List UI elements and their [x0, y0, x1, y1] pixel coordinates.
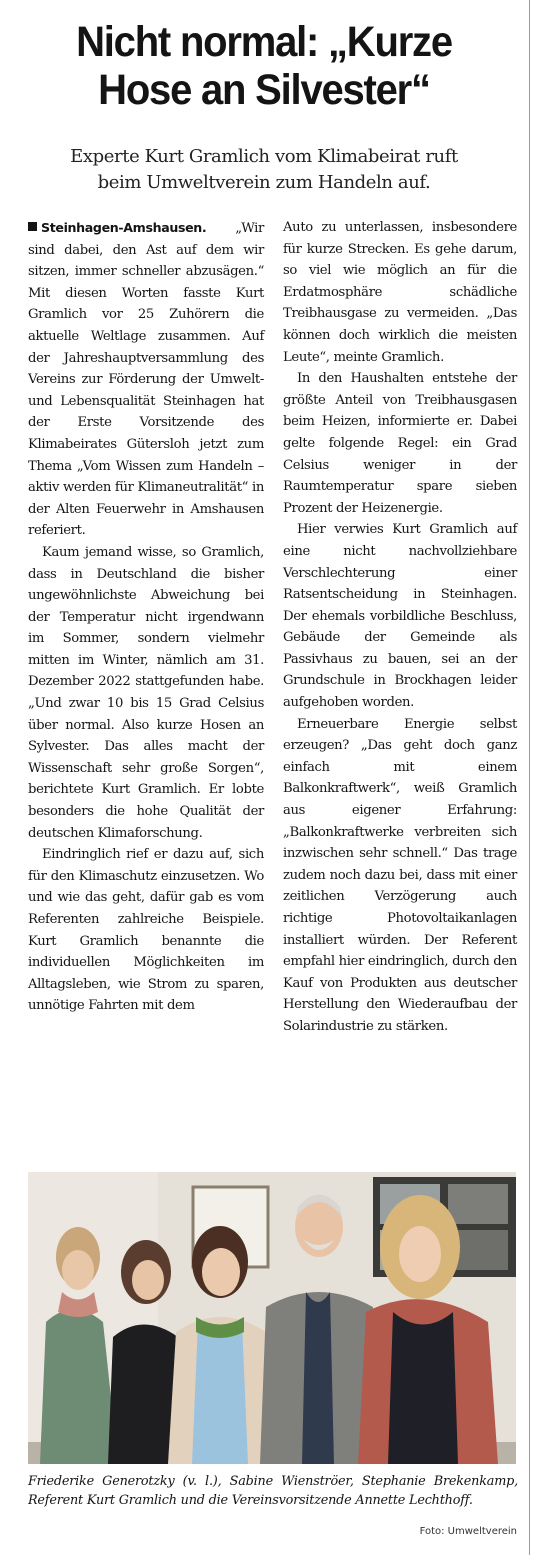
column-rule	[529, 0, 530, 1555]
photo-credit: Foto: Umweltverein	[419, 1526, 517, 1537]
paragraph-2: Kaum jemand wisse, so Gramlich, dass in Deutschland die bisher ungewöhnlichste Abweichung bei der Temperatur nicht irgendwann im Sommer, sondern vielmehr mitten im Winter, nämlich am 31. Dezember 2022 stattgefunden habe. „Und zwar 10 bis 15 Grad Celsius über normal. Also kurze Hosen an Sylvester. Das alles macht der Wissenschaft sehr große Sorgen“, berichtete Kurt Gramlich. Er lobte besonders die hohe Qualität der deutschen Klimaforschung.	[28, 544, 264, 841]
paragraph-3-continued: Auto zu unterlassen, insbesondere für kurze Strecken. Es gehe darum, so viel wie möglich an für die Erdatmosphäre schädliche Treibhausgase zu vermeiden. „Das können doch wirklich die meisten Leute“, meinte Gramlich.	[283, 220, 517, 365]
paragraph-4: In den Haushalten entstehe der größte Anteil von Treibhausgasen beim Heizen, informierte er. Dabei gelte folgende Regel: ein Grad Celsius weniger in der Raumtemperatur spare sieben Prozent der Heizenergie.	[283, 371, 517, 516]
paragraph-1	[28, 217, 264, 542]
paragraph-1-text: „Wir sind dabei, den Ast auf dem wir sitzen, immer schneller abzusägen.“ Mit diesen Worten fasste Kurt Gramlich vor 25 Zuhörern die aktuelle Weltlage zusammen. Auf der Jahreshauptversammlung des Vereins zur Förderung der Umwelt- und Lebensqualität Steinhagen hat der Erste Vorsitzende des Klimabeirates Gütersloh jetzt zum Thema „Vom Wissen zum Handeln – aktiv werden für Klimaneutralität“ in der Alten Feuerwehr in Amshausen referiert.	[28, 221, 264, 539]
group-photo	[28, 1172, 516, 1464]
paragraph-6: Erneuerbare Energie selbst erzeugen? „Das geht doch ganz einfach mit einem Balkonkraftwerk“, weiß Gramlich aus eigener Erfahrung: „Balkonkraftwerke verbreiten sich inzwischen sehr schnell.“ Das trage zudem noch dazu bei, dass mit einer zeitlichen Verzögerung auch richtige Photovoltaikanlagen installiert würden. Der Referent empfahl hier eindringlich, durch den Kauf von Produkten aus deutscher Herstellung den Wiederaufbau der Solarindustrie zu stärken.	[283, 716, 517, 1034]
headline-line-2: Hose an Silvester“	[98, 66, 430, 114]
article-column-left	[28, 217, 264, 1017]
headline-line-1: Nicht normal: „Kurze	[76, 18, 452, 66]
article-column-right	[283, 217, 517, 1038]
group-photo-illustration	[28, 1172, 516, 1464]
subheadline-line-1: Experte Kurt Gramlich vom Klimabeirat ruft	[70, 146, 458, 167]
subheadline	[10, 144, 518, 196]
headline	[26, 18, 502, 114]
subheadline-line-2: beim Umweltverein zum Handeln auf.	[97, 172, 431, 193]
photo-caption: Friederike Generotzky (v. l.), Sabine Wienströer, Stephanie Brekenkamp, Referent Kurt Gramlich und die Vereinsvorsitzende Annette Lechthoff.	[28, 1474, 518, 1508]
bullet-square-icon	[28, 222, 37, 231]
paragraph-5: Hier verwies Kurt Gramlich auf eine nicht nachvollziehbare Verschlechterung einer Ratsentscheidung in Steinhagen. Der ehemals vorbildliche Beschluss, Gebäude der Gemeinde als Passivhaus zu bauen, sei an der Grundschule in Brockhagen leider aufgehoben worden.	[283, 522, 517, 711]
dateline: Steinhagen-Amshausen.	[28, 220, 206, 235]
paragraph-3: Eindringlich rief er dazu auf, sich für den Klimaschutz einzusetzen. Wo und wie das geht, dafür gab es vom Referenten zahlreiche Beispiele. Kurt Gramlich benannte die individuellen Möglichkeiten im Alltagsleben, wie Strom zu sparen, unnötige Fahrten mit dem	[28, 847, 264, 1014]
